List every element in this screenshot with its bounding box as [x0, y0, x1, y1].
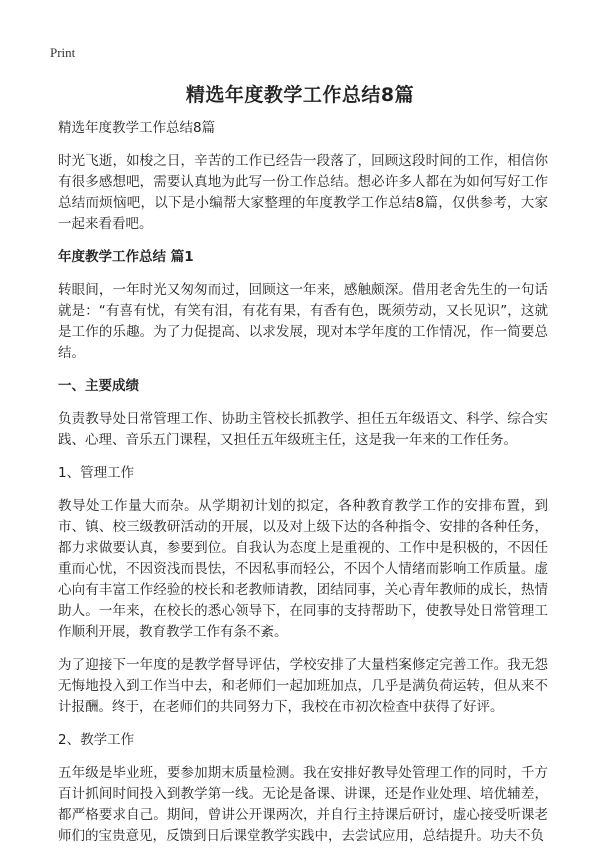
section-heading: 年度教学工作总结 篇1 [58, 249, 194, 265]
paragraph: 教导处工作量大而杂。从学期初计划的拟定，各种教育教学工作的安排布置，到市、镇、校三级教研活动的开展，以及对上级下达的各种指令、安排的各种任务，都力求做要认真，参要到位。自我认为态度上是重视的、工作中是积极的，不因任重而心忧，不因资浅而畏怯，不因私事而轻公，不因个人情绪而影响工作质量。虚心向有丰富工作经验的校长和老教师请教，团结同事，关心青年教师的成长，热情助人。一年来，在校长的悉心领导下，在同事的支持帮助下，使教导处日常管理工作顺利开展，教育教学工作有条不紊。 [58, 498, 548, 640]
document-subtitle: 精选年度教学工作总结8篇 [58, 120, 216, 136]
paragraph: 五年级是毕业班，要参加期末质量检测。我在安排好教导处管理工作的同时，千方百计抓间时间投入到教学第一线。无论是备课、讲课，还是作业处理、培优辅差，都严格要求自己。期间，曾讲公开课两次，并自行主持课后研讨，虚心接受听课老师们的宝贵意见，反馈到日后课堂教学实践中，去尝试应用，总结提升。功夫不负 [58, 765, 548, 844]
paragraph: 负责教导处日常管理工作、协助主管校长抓教学、担任五年级语文、科学、综合实践、心理、音乐五门课程，又担任五年级班主任，这是我一年来的工作任务。 [58, 411, 548, 448]
paragraph: 为了迎接下一年度的是教学督导评估，学校安排了大量档案修定完善工作。我无怨无悔地投入到工作当中去，和老师们一起加班加点，几乎是满负荷运转，但从来不计报酬。终于，在老师们的共同努力下，我校在市初次检查中获得了好评。 [58, 657, 548, 715]
paragraph: 转眼间，一年时光又匆匆而过，回顾这一年来，感触颇深。借用老舍先生的一句话就是：“有喜有忧，有笑有泪，有花有果，有香有色，既须劳动，又长见识”，这就是工作的乐趣。为了力促提高、以求发展，现对本学年度的工作情况，作一简要总结。 [58, 282, 548, 361]
page-title: 精选年度教学工作总结8篇 [185, 84, 415, 106]
subsection-heading-teaching: 2、教学工作 [58, 732, 135, 748]
section-heading-achievements: 一、主要成绩 [58, 378, 139, 394]
intro-paragraph: 时光飞逝，如梭之日，辛苦的工作已经告一段落了，回顾这段时间的工作，相信你有很多感想吧，需要认真地为此写一份工作总结。想必许多人都在为如何写好工作总结而烦恼吧，以下是小编帮大家整理的年度教学工作总结8篇，仅供参考，大家一起来看看吧。 [58, 153, 548, 232]
document-body [58, 118, 548, 859]
subsection-heading-management: 1、管理工作 [58, 465, 135, 481]
print-label: Print [50, 45, 76, 60]
